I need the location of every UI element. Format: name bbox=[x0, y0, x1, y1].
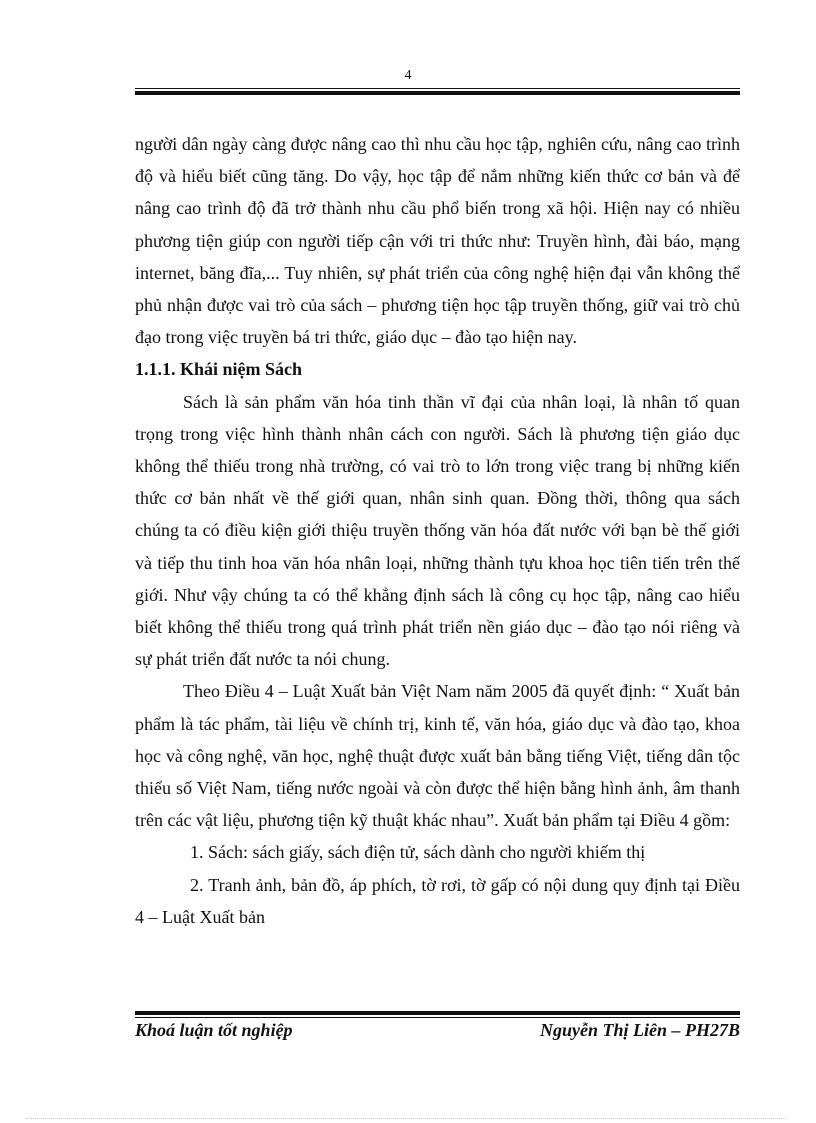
header-rule bbox=[135, 88, 740, 95]
document-body bbox=[135, 128, 740, 933]
list-item-2: 2. Tranh ảnh, bản đồ, áp phích, tờ rơi, tờ gấp có nội dung quy định tại Điều 4 – Luật Xuất bản bbox=[135, 874, 740, 927]
footer-rule-thin-line bbox=[135, 1017, 740, 1018]
footer-author: Nguyễn Thị Liên – PH27B bbox=[539, 1020, 740, 1040]
header-rule-thick-line bbox=[135, 91, 740, 95]
page-number: 4 bbox=[404, 68, 412, 83]
page-footer bbox=[135, 1020, 740, 1044]
footer-rule bbox=[135, 1011, 740, 1018]
footer-rule-thick-line bbox=[135, 1011, 740, 1015]
section-heading: 1.1.1. Khái niệm Sách bbox=[135, 359, 303, 380]
footer-thesis-label: Khoá luận tốt nghiệp bbox=[135, 1020, 293, 1040]
paragraph-book-definition: Sách là sản phẩm văn hóa tinh thần vĩ đại của nhân loại, là nhân tố quan trọng trong việc hình thành nhân cách con người. Sách là phương tiện giáo dục không thể thiếu trong nhà trường, có vai trò to lớn trong việc trang bị những kiến thức cơ bản nhất về thế giới quan, nhân sinh quan. Đồng thời, thông qua sách chúng ta có điều kiện giới thiệu truyền thống văn hóa đất nước với bạn bè thế giới và tiếp thu tinh hoa văn hóa nhân loại, những thành tựu khoa học tiên tiến trên thế giới. Như vậy chúng ta có thể khẳng định sách là công cụ học tập, nâng cao hiểu biết không thể thiếu trong quá trình phát triển nền giáo dục – đào tạo nói riêng và sự phát triển đất nước ta nói chung. bbox=[135, 391, 740, 670]
header-rule-thin-line bbox=[135, 88, 740, 89]
paragraph-publishing-law: Theo Điều 4 – Luật Xuất bản Việt Nam năm 2005 đã quyết định: “ Xuất bản phẩm là tác phẩm, tài liệu về chính trị, kinh tế, văn hóa, giáo dục và đào tạo, khoa học và công nghệ, văn học, nghệ thuật được xuất bản bằng tiếng Việt, tiếng dân tộc thiểu số Việt Nam, tiếng nước ngoài và còn được thể hiện bằng hình ảnh, âm thanh trên các vật liệu, phương tiện kỹ thuật khác nhau”. Xuất bản phẩm tại Điều 4 gồm: bbox=[135, 681, 740, 831]
page-bottom-dotted-edge bbox=[26, 1118, 786, 1119]
list-item-1: 1. Sách: sách giấy, sách điện tử, sách dành cho người khiếm thị bbox=[190, 842, 646, 863]
paragraph-continuation: người dân ngày càng được nâng cao thì nhu cầu học tập, nghiên cứu, nâng cao trình độ và hiểu biết cũng tăng. Do vậy, học tập để nắm những kiến thức cơ bản và để nâng cao trình độ đã trở thành nhu cầu phổ biến trong xã hội. Hiện nay có nhiều phương tiện giúp con người tiếp cận với tri thức như: Truyền hình, đài báo, mạng internet, băng đĩa,... Tuy nhiên, sự phát triển của công nghệ hiện đại vẫn không thể phủ nhận được vai trò của sách – phương tiện học tập truyền thống, giữ vai trò chủ đạo trong việc truyền bá tri thức, giáo dục – đào tạo hiện nay. bbox=[135, 134, 740, 348]
